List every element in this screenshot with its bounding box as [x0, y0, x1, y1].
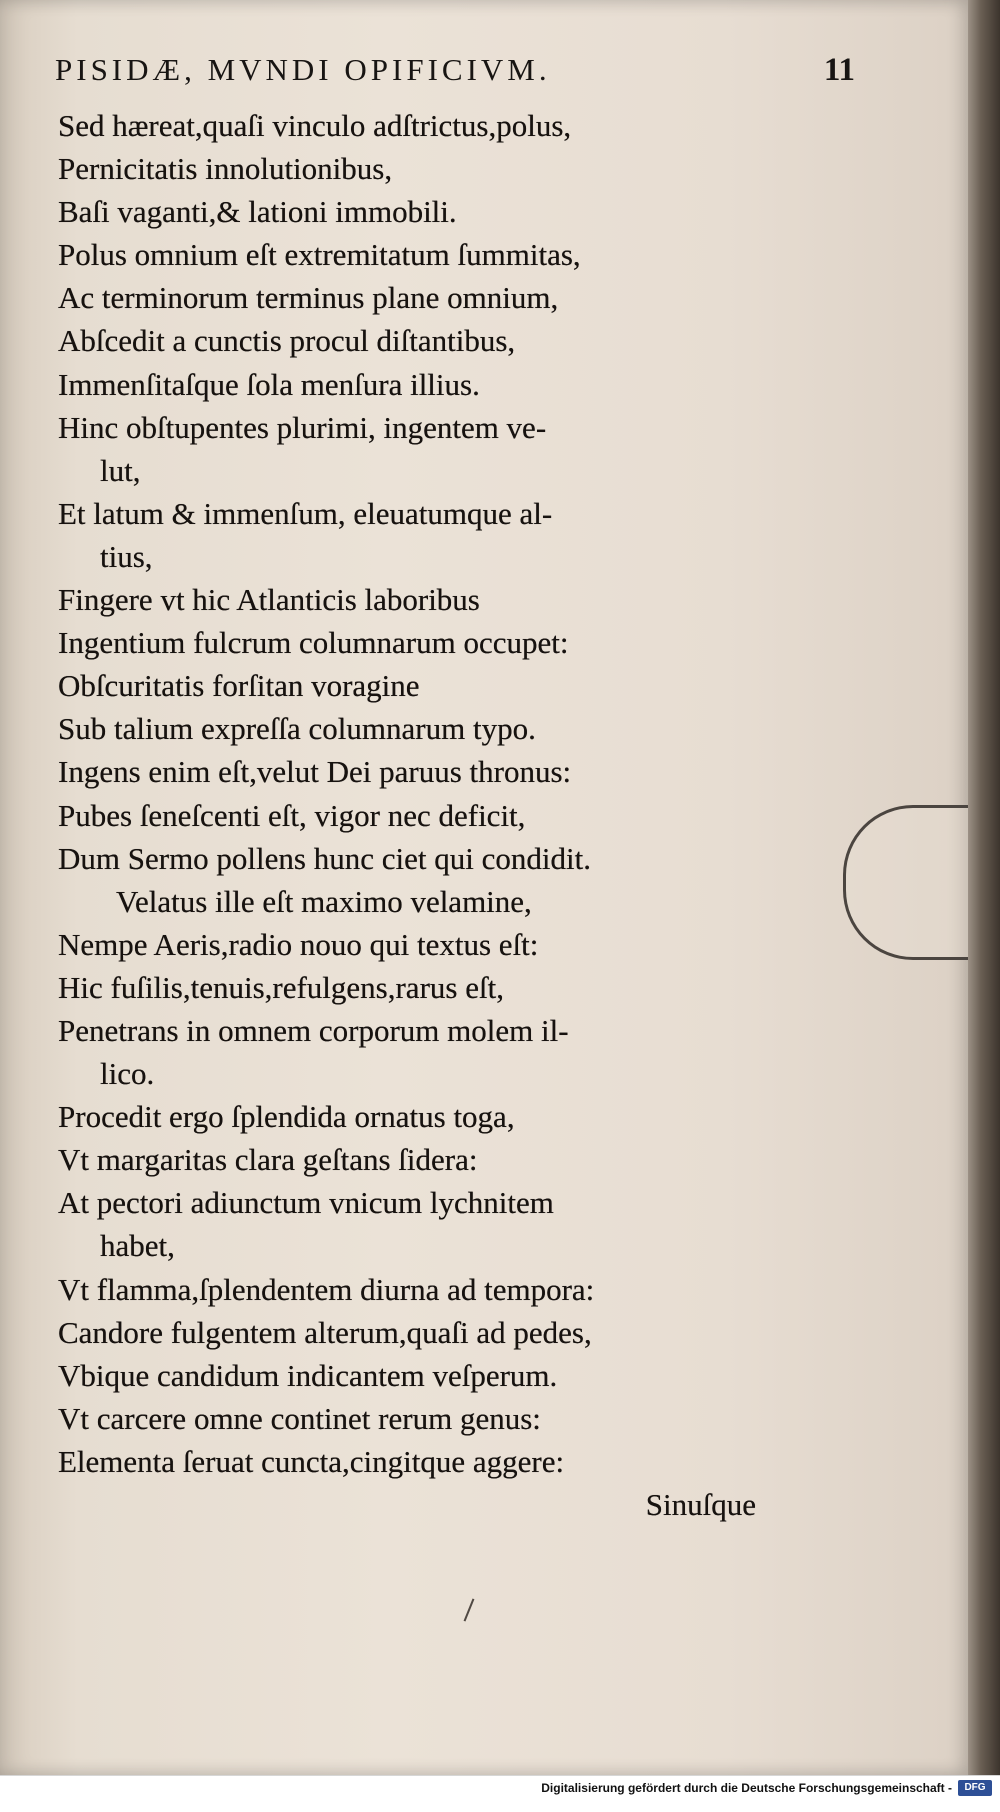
- running-header: [55, 52, 855, 89]
- text-line-1: Sed hæreat,quaſi vinculo adſtrictus,polus,: [58, 108, 572, 143]
- text-line-26: At pectori adiunctum vnicum lychnitem: [58, 1185, 554, 1221]
- header-title: PISIDÆ, MVNDI OPIFICIVM.: [55, 52, 551, 87]
- text-line-32: Elementa ſeruat cuncta,cingitque aggere:: [58, 1443, 565, 1479]
- text-line-2: Pernicitatis innolutionibus,: [58, 151, 393, 187]
- page-mark: [464, 1598, 475, 1621]
- text-line-25: Vt margaritas clara geſtans ſidera:: [58, 1142, 478, 1178]
- text-line-5: Ac terminorum terminus plane omnium,: [58, 280, 559, 316]
- text-line-23: lico.: [100, 1056, 155, 1092]
- text-line-24: Procedit ergo ſplendida ornatus toga,: [58, 1099, 515, 1135]
- text-line-29: Candore fulgentem alterum,quaſi ad pedes,: [58, 1314, 592, 1350]
- text-line-6: Abſcedit a cunctis procul diſtantibus,: [58, 323, 516, 359]
- text-line-9: lut,: [100, 452, 141, 488]
- page-number: 11: [823, 52, 855, 88]
- text-line-17: Pubes ſeneſcenti eſt, vigor nec deficit,: [58, 797, 526, 833]
- text-line-20: Nempe Aeris,radio nouo qui textus eſt:: [58, 926, 539, 962]
- text-line-13: Ingentium fulcrum columnarum occupet:: [58, 625, 569, 661]
- text-line-19: Velatus ille eſt maximo velamine,: [116, 883, 532, 919]
- text-line-14: Obſcuritatis forſitan voragine: [58, 668, 420, 704]
- text-line-3: Baſi vaganti,& lationi immobili.: [58, 194, 457, 230]
- dfg-logo-icon: DFG: [958, 1780, 992, 1796]
- catchword: Sinuſque: [645, 1487, 756, 1522]
- text-line-8: Hinc obſtupentes plurimi, ingentem ve-: [58, 409, 547, 445]
- text-line-22: Penetrans in omnem corporum molem il-: [58, 1012, 569, 1048]
- digitization-footer: [541, 1780, 992, 1796]
- page-curl-icon: [843, 805, 968, 960]
- text-line-28: Vt flamma,ſplendentem diurna ad tempora:: [58, 1271, 595, 1307]
- text-line-4: Polus omnium eſt extremitatum ſummitas,: [58, 237, 581, 273]
- text-line-16: Ingens enim eſt,velut Dei paruus thronus:: [58, 754, 572, 790]
- text-line-27: habet,: [100, 1228, 175, 1264]
- text-line-10: Et latum & immenſum, eleuatumque al-: [58, 495, 553, 531]
- text-line-7: Immenſitaſque ſola menſura illius.: [58, 366, 480, 402]
- text-line-31: Vt carcere omne continet rerum genus:: [58, 1400, 541, 1436]
- digitization-credit: Digitalisierung gefördert durch die Deutsche Forschungsgemeinschaft -: [541, 1781, 952, 1795]
- poem-text: [58, 104, 868, 1526]
- text-line-12: Fingere vt hic Atlanticis laboribus: [58, 582, 480, 618]
- text-line-18: Dum Sermo pollens hunc ciet qui condidit.: [58, 840, 591, 876]
- text-line-15: Sub talium expreſſa columnarum typo.: [58, 711, 536, 747]
- text-line-21: Hic fuſilis,tenuis,refulgens,rarus eſt,: [58, 969, 504, 1005]
- text-line-30: Vbique candidum indicantem veſperum.: [58, 1357, 558, 1393]
- book-edge: [968, 0, 1000, 1775]
- text-line-11: tius,: [100, 538, 153, 574]
